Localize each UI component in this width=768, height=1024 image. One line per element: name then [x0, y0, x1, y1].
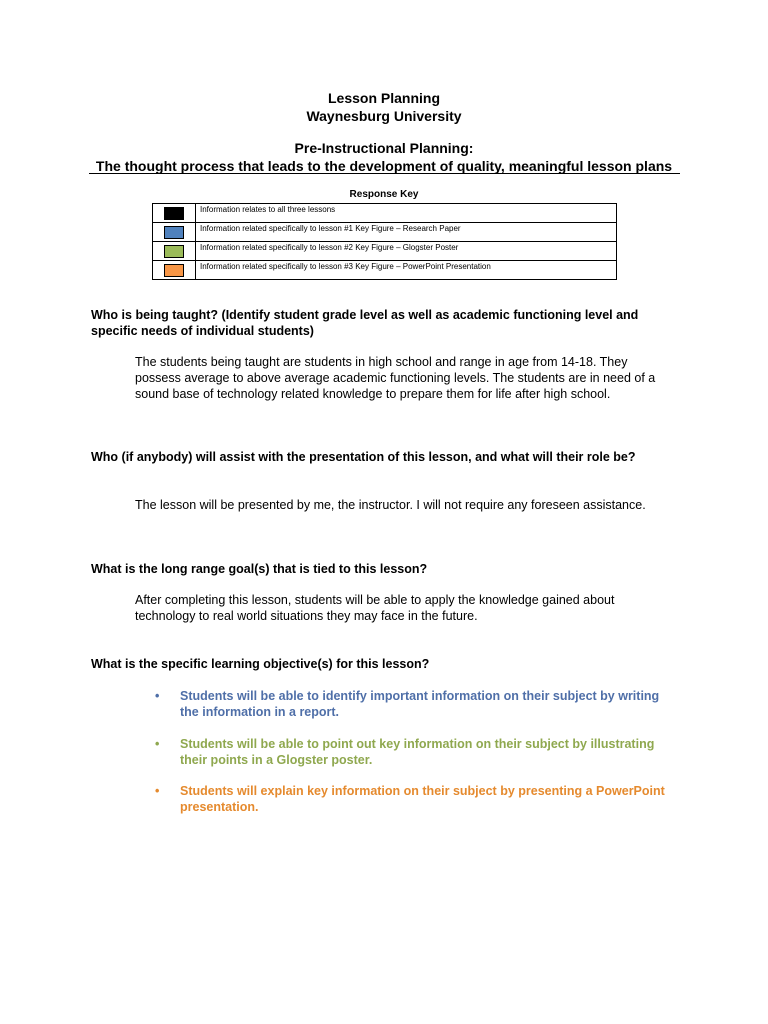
- subtitle-block: [0, 139, 768, 175]
- objective-item-2: [155, 736, 675, 768]
- color-swatch-black: [164, 207, 184, 220]
- answer-paragraph: The students being taught are students in high school and range in age from 14-18. They possess average to above average academic functioning levels. The students are in need of a sound base of technology related knowledge to prepare them for life after high school.: [135, 355, 656, 401]
- objective-item-1: [155, 688, 675, 720]
- color-swatch-blue: [164, 226, 184, 239]
- response-key-row: [153, 242, 617, 261]
- question-heading: What is the specific learning objective(s) for this lesson?: [91, 657, 430, 671]
- title-block: [0, 89, 768, 125]
- section-heading: Pre-Instructional Planning:: [294, 140, 474, 156]
- response-key-text: Information relates to all three lessons: [196, 204, 617, 223]
- answer-paragraph: The lesson will be presented by me, the instructor. I will not require any foreseen assistance.: [135, 498, 646, 512]
- response-key-table: [152, 203, 617, 280]
- objective-text: Students will explain key information on their subject by presenting a PowerPoint presentation.: [180, 784, 665, 814]
- question-heading: Who (if anybody) will assist with the presentation of this lesson, and what will their role be?: [91, 450, 636, 464]
- objective-text: Students will be able to point out key information on their subject by illustrating their points in a Glogster poster.: [180, 737, 655, 767]
- response-key-row: [153, 204, 617, 223]
- response-key-row: [153, 223, 617, 242]
- bullet-icon: •: [155, 689, 160, 703]
- response-key-row: [153, 261, 617, 280]
- response-key-text: Information related specifically to lesson #1 Key Figure – Research Paper: [196, 223, 617, 242]
- heading-divider: [89, 173, 680, 174]
- answer-paragraph: After completing this lesson, students will be able to apply the knowledge gained about technology to real world situations they may face in the future.: [135, 593, 615, 623]
- color-swatch-green: [164, 245, 184, 258]
- objective-text: Students will be able to identify important information on their subject by writing the information in a report.: [180, 689, 660, 719]
- question-heading: Who is being taught? (Identify student grade level as well as academic functioning level and specific needs of individual students): [91, 308, 639, 338]
- response-key-title: Response Key: [349, 189, 419, 200]
- color-swatch-orange: [164, 264, 184, 277]
- response-key-text: Information related specifically to lesson #2 Key Figure – Glogster Poster: [196, 242, 617, 261]
- bullet-icon: •: [155, 784, 160, 798]
- question-heading: What is the long range goal(s) that is tied to this lesson?: [91, 562, 428, 576]
- institution-name: Waynesburg University: [306, 108, 462, 124]
- document-subtitle: The thought process that leads to the development of quality, meaningful lesson plans: [95, 158, 673, 174]
- response-key-text: Information related specifically to lesson #3 Key Figure – PowerPoint Presentation: [196, 261, 617, 280]
- bullet-icon: •: [155, 737, 160, 751]
- objective-item-3: [155, 783, 675, 815]
- document-title: Lesson Planning: [327, 90, 440, 106]
